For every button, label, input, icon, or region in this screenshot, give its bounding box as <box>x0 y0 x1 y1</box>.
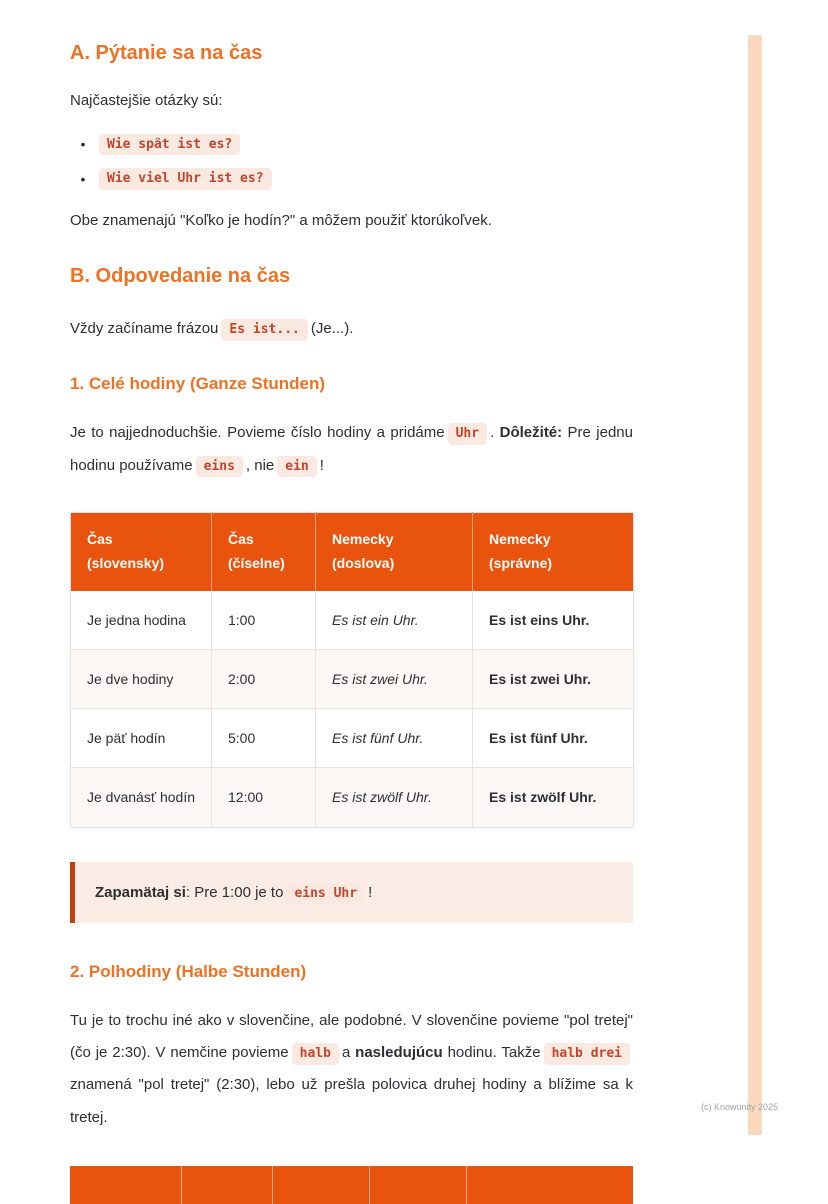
bold-nasledujucu: nasledujúcu <box>355 1044 443 1062</box>
question-list <box>70 134 633 190</box>
col-header-doslova <box>316 512 473 590</box>
text-segment: Vždy začíname frázou <box>70 320 219 338</box>
text-segment: ! <box>368 883 373 901</box>
cell-slovensky: Je jedna hodina <box>71 591 212 650</box>
section-2-title: 2. Polhodiny (Halbe Stunden) <box>70 961 307 981</box>
inline-code-ein: ein <box>277 456 316 478</box>
section-b-title: B. Odpovedanie na čas <box>70 265 291 288</box>
text-segment: : Pre 1:00 je to <box>185 883 284 901</box>
list-item <box>70 168 633 190</box>
text-segment: Pre jednu hodinu používame <box>70 424 633 474</box>
table2-column-4 <box>370 1166 467 1204</box>
table2-column-2 <box>182 1166 273 1204</box>
table2-column-1 <box>70 1166 182 1204</box>
text-segment: a <box>341 1044 351 1062</box>
text-segment: Je to najjednoduchšie. Povieme číslo hodiny a pridáme <box>70 424 445 442</box>
header-line: Nemecky <box>489 530 551 547</box>
cell-doslova: Es ist zwölf Uhr. <box>316 768 473 827</box>
text-segment: ! <box>319 456 324 474</box>
header-line: (správne) <box>489 554 553 571</box>
bullet-icon: • <box>80 170 86 187</box>
inline-code-halb-drei: halb drei <box>544 1043 630 1065</box>
header-line: (doslova) <box>332 554 395 571</box>
cell-slovensky: Je dvanásť hodín <box>71 768 212 827</box>
inline-code-wie-spaet: Wie spät ist es? <box>99 134 240 156</box>
section-a-title: A. Pýtanie sa na čas <box>70 42 263 64</box>
inline-code-eins: eins <box>196 456 243 478</box>
cell-spravne: Es ist zwölf Uhr. <box>473 768 634 827</box>
cell-slovensky: Je päť hodín <box>71 709 212 768</box>
header-row <box>71 512 634 590</box>
cell-slovensky: Je dve hodiny <box>71 649 212 708</box>
table-row <box>71 768 634 827</box>
cell-spravne: Es ist fünf Uhr. <box>473 709 634 768</box>
table-row <box>71 649 634 708</box>
cell-spravne: Es ist eins Uhr. <box>473 591 634 650</box>
section-a-intro: Najčastejšie otázky sú: <box>70 92 223 109</box>
table-row <box>71 709 634 768</box>
right-accent-stripe <box>748 35 762 1135</box>
section-1-title: 1. Celé hodiny (Ganze Stunden) <box>70 374 326 394</box>
half-hours-paragraph <box>70 1005 633 1134</box>
cell-spravne: Es ist zwei Uhr. <box>473 649 634 708</box>
section-b-intro <box>70 313 633 345</box>
cell-doslova: Es ist zwei Uhr. <box>316 649 473 708</box>
cell-doslova: Es ist fünf Uhr. <box>316 709 473 768</box>
inline-code-uhr: Uhr <box>448 423 487 445</box>
col-header-spravne <box>473 512 634 590</box>
cell-ciselne: 12:00 <box>212 768 316 827</box>
text-segment: , nie <box>245 456 275 474</box>
col-header-ciselne <box>212 512 316 590</box>
hours-table-body <box>71 591 634 828</box>
header-line: (číselne) <box>228 554 285 571</box>
content-column <box>70 40 633 1204</box>
inline-code-halb: halb <box>292 1043 339 1065</box>
cell-ciselne: 1:00 <box>212 591 316 650</box>
table-row <box>71 591 634 650</box>
list-item <box>70 134 633 156</box>
text-segment: . <box>490 424 495 442</box>
cell-doslova: Es ist ein Uhr. <box>316 591 473 650</box>
bold-important: Dôležité: <box>499 424 563 442</box>
half-hours-table-header <box>70 1166 633 1204</box>
remember-callout <box>70 862 633 923</box>
text-segment: Tu je to trochu iné ako v slovenčine, ale podobné. V slovenčine povieme "pol tretej" (čo je 2:30). V nemčine povieme <box>70 1011 633 1062</box>
hours-table-header <box>71 512 634 590</box>
hours-table <box>70 512 634 828</box>
cell-ciselne: 2:00 <box>212 649 316 708</box>
header-line: Čas <box>87 530 113 547</box>
cell-ciselne: 5:00 <box>212 709 316 768</box>
copyright-note: (c) Knowunity 2025 <box>700 1102 778 1112</box>
section-a-outro: Obe znamenajú "Koľko je hodín?" a môžem použiť ktorúkoľvek. <box>70 211 492 229</box>
col-header-slovensky <box>71 512 212 590</box>
table2-column-3 <box>273 1166 370 1204</box>
text-segment: znamená "pol tretej" (2:30), lebo už prešla polovica druhej hodiny a blížime sa k tretej. <box>70 1076 633 1126</box>
text-segment: (Je...). <box>310 320 354 338</box>
callout-bold: Zapamätaj si <box>95 883 186 901</box>
full-hours-paragraph <box>70 417 633 482</box>
inline-code-wie-viel: Wie viel Uhr ist es? <box>99 168 272 190</box>
header-line: (slovensky) <box>87 554 165 571</box>
header-line: Čas <box>228 530 254 547</box>
inline-code-es-ist: Es ist... <box>221 319 307 341</box>
text-segment: hodinu. Takže <box>447 1044 541 1062</box>
inline-code-eins-uhr: eins Uhr <box>286 883 365 905</box>
table2-column-5 <box>467 1166 633 1204</box>
header-line: Nemecky <box>332 530 394 547</box>
bullet-icon: • <box>80 136 86 153</box>
